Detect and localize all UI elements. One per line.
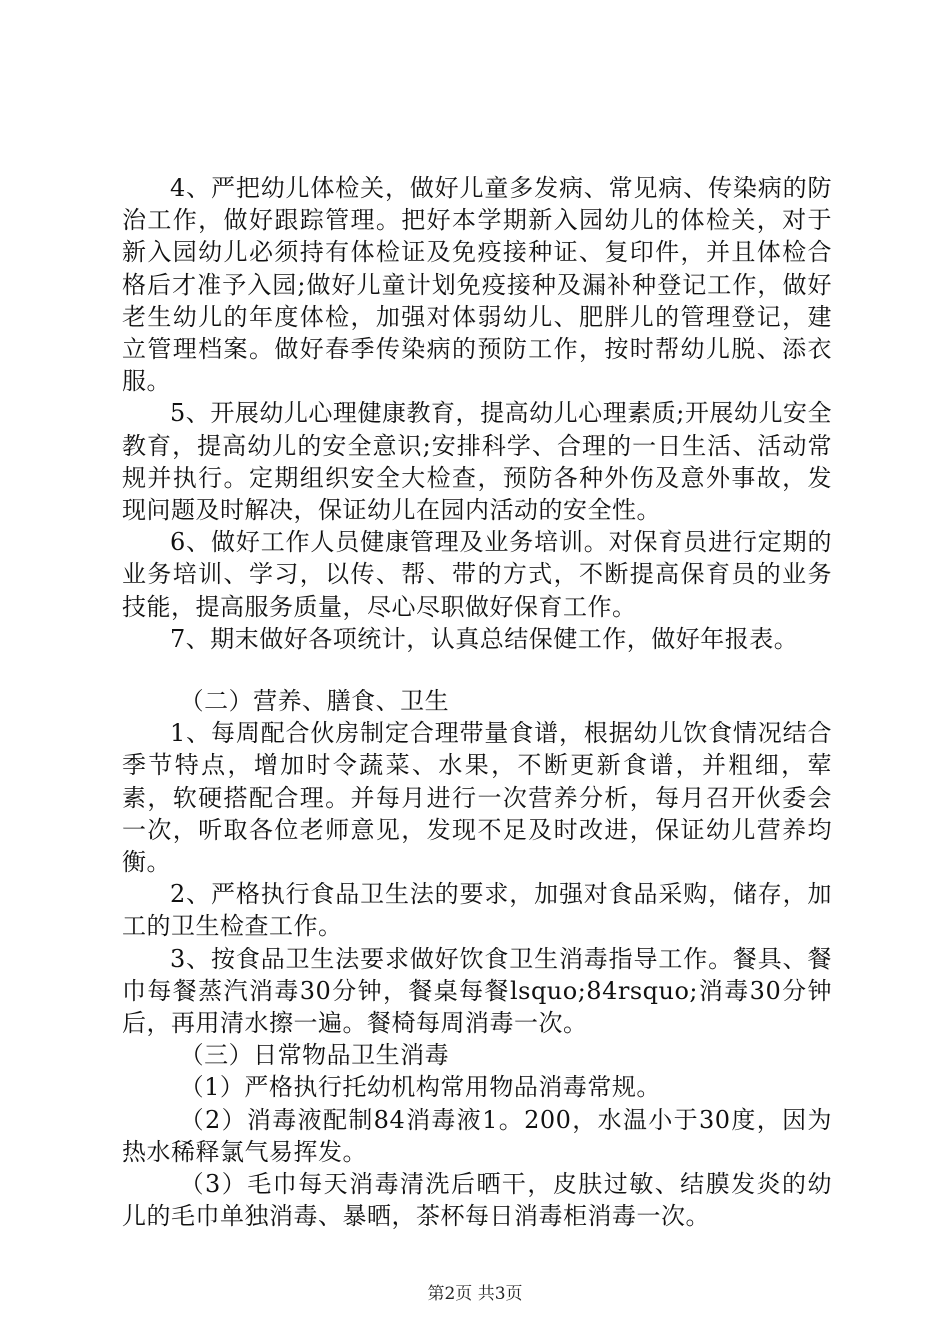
paragraph-disinfection-1: （1）严格执行托幼机构常用物品消毒常规。 xyxy=(179,1073,661,1102)
paragraph-nutrition-3: 3、按食品卫生法要求做好饮食卫生消毒指导工作。餐具、餐巾每餐蒸汽消毒30分钟，餐桌每餐lsquo;84rsquo;消毒30分钟后，再用清水擦一遍。餐椅每周消毒一次。 xyxy=(122,944,832,1038)
paragraph-item-4: 4、严把幼儿体检关，做好儿童多发病、常见病、传染病的防治工作，做好跟踪管理。把好本学期新入园幼儿的体检关，对于新入园幼儿必须持有体检证及免疫接种证、复印件，并且体检合格后才准予入园;做好儿童计划免疫接种及漏补种登记工作，做好老生幼儿的年度体检，加强对体弱幼儿、肥胖儿的管理登记，建立管理档案。做好春季传染病的预防工作，按时帮幼儿脱、添衣服。 xyxy=(122,174,832,396)
section-heading-nutrition: （二）营养、膳食、卫生 xyxy=(179,687,450,716)
page-number-label: 第2页 共3页 xyxy=(427,1284,523,1304)
document-body xyxy=(122,172,832,1233)
paragraph-item-6: 6、做好工作人员健康管理及业务培训。对保育员进行定期的业务培训、学习，以传、帮、带的方式，不断提高保育员的业务技能，提高服务质量，尽心尽职做好保育工作。 xyxy=(122,528,832,621)
paragraph-nutrition-1: 1、每周配合伙房制定合理带量食谱，根据幼儿饮食情况结合季节特点，增加时令蔬菜、水果，不断更新食谱，并粗细，荤素，软硬搭配合理。并每月进行一次营养分析，每月召开伙委会一次，听取各位老师意见，发现不足及时改进，保证幼儿营养均衡。 xyxy=(122,719,832,877)
page-footer xyxy=(0,1279,950,1304)
paragraph-nutrition-2: 2、严格执行食品卫生法的要求，加强对食品采购，储存，加工的卫生检查工作。 xyxy=(122,880,832,941)
section-heading-disinfection: （三）日常物品卫生消毒 xyxy=(179,1041,450,1070)
paragraph-disinfection-2: （2）消毒液配制84消毒液1。200，水温小于30度，因为热水稀释氯气易挥发。 xyxy=(122,1105,832,1166)
paragraph-item-7: 7、期末做好各项统计，认真总结保健工作，做好年报表。 xyxy=(170,624,799,653)
paragraph-disinfection-3: （3）毛巾每天消毒清洗后晒干，皮肤过敏、结膜发炎的幼儿的毛巾单独消毒、暴晒，茶杯每日消毒柜消毒一次。 xyxy=(122,1170,832,1231)
paragraph-item-5: 5、开展幼儿心理健康教育，提高幼儿心理素质;开展幼儿安全教育，提高幼儿的安全意识;安排科学、合理的一日生活、活动常规并执行。定期组织安全大检查，预防各种外伤及意外事故，发现问题及时解决，保证幼儿在园内活动的安全性。 xyxy=(122,399,832,525)
